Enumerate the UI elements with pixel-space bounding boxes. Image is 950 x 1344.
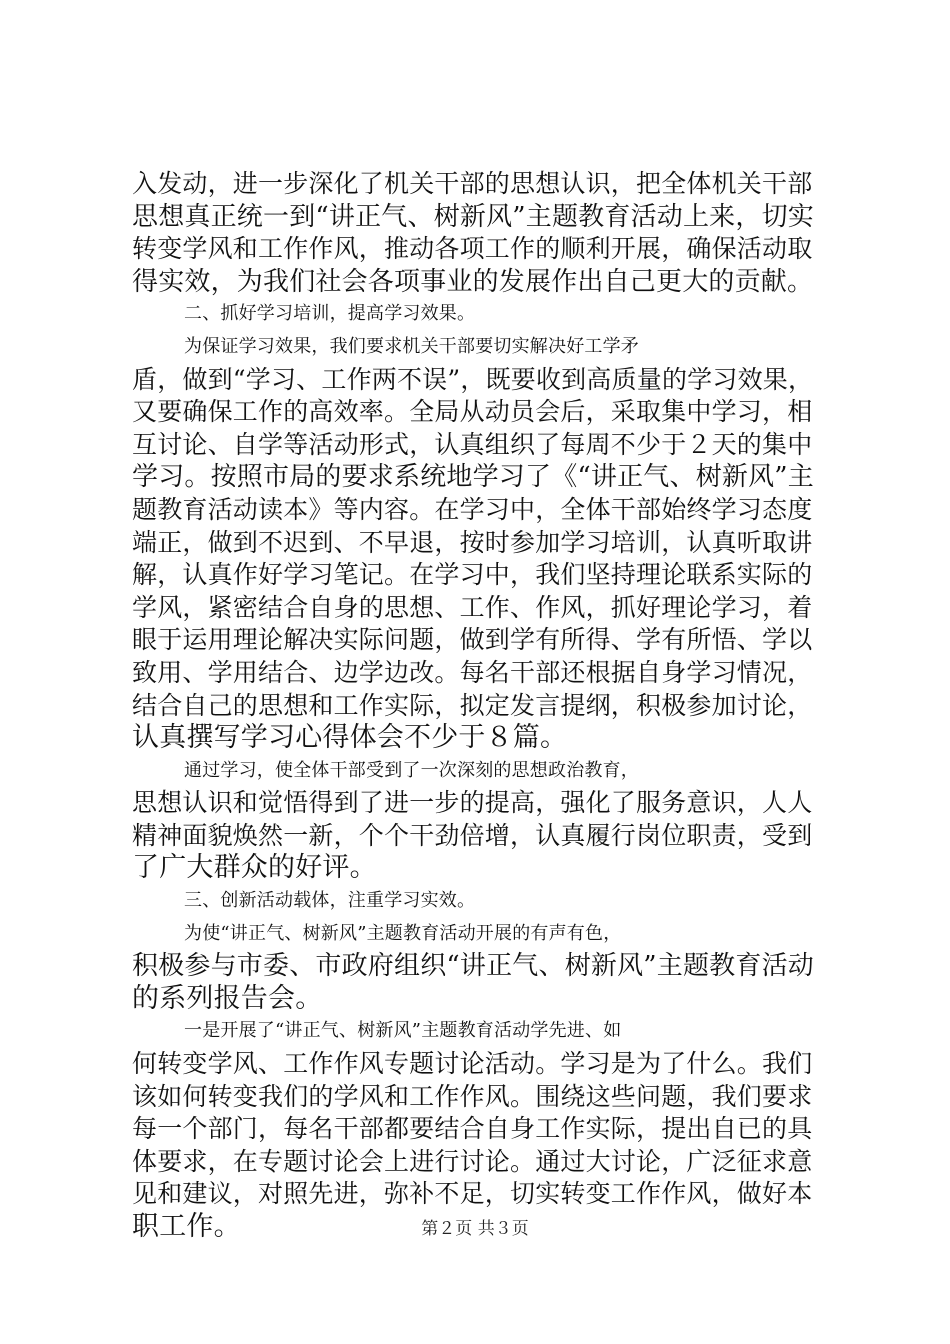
text-line: 体要求，在专题讨论会上进行讨论。通过大讨论，广泛征求意 [132, 1146, 813, 1176]
text-line: 解，认真作好学习笔记。在学习中，我们坚持理论联系实际的 [132, 560, 813, 590]
text-line: 题教育活动读本》等内容。在学习中，全体干部始终学习态度 [132, 494, 813, 524]
text-line: 每一个部门，每名干部都要结合自身工作实际，提出自已的具 [132, 1114, 813, 1144]
text-line: 通过学习，使全体干部受到了一次深刻的思想政治教育， [184, 759, 639, 781]
text-line: 一是开展了“讲正气、树新风”主题教育活动学先进、如 [184, 1020, 622, 1042]
text-line: 三、创新活动载体，注重学习实效。 [184, 890, 476, 912]
text-line: 职工作。 [132, 1211, 241, 1242]
text-line: 积极参与市委、市政府组织“讲正气、树新风”主题教育活动 [132, 951, 814, 982]
text-line: 为保证学习效果，我们要求机关干部要切实解决好工学矛 [184, 335, 639, 357]
text-line: 得实效，为我们社会各项事业的发展作出自己更大的贡献。 [132, 266, 814, 297]
text-line: 学习。按照市局的要求系统地学习了《“讲正气、树新风”主 [132, 462, 814, 493]
text-line: 盾，做到“学习、工作两不误”，既要收到高质量的学习效果， [132, 364, 814, 394]
text-line: 了广大群众的好评。 [132, 852, 377, 884]
text-line: 转变学风和工作作风，推动各项工作的顺利开展，确保活动取 [132, 234, 813, 264]
text-line: 二、抓好学习培训，提高学习效果。 [184, 303, 476, 325]
text-line: 端正，做到不迟到、不早退，按时参加学习培训，认真听取讲 [132, 527, 813, 557]
text-line: 为使“讲正气、树新风”主题教育活动开展的有声有色， [184, 922, 622, 944]
text-line: 何转变学风、工作作风专题讨论活动。学习是为了什么。我们 [132, 1049, 813, 1079]
page-footer: 第２页 共３页 [421, 1219, 529, 1239]
text-line: 结合自己的思想和工作实际，拟定发言提纲，积极参加讨论， [132, 690, 813, 720]
text-line: 致用、学用结合、边学边改。每名干部还根据自身学习情况， [132, 657, 813, 687]
text-line: 入发动，进一步深化了机关干部的思想认识，把全体机关干部 [132, 169, 813, 198]
text-line: 该如何转变我们的学风和工作作风。围绕这些问题，我们要求 [132, 1081, 813, 1111]
text-line: 思想认识和觉悟得到了进一步的提高，强化了服务意识，人人 [132, 788, 813, 818]
document-body [132, 168, 822, 1244]
text-line: 思想真正统一到“讲正气、树新风”主题教育活动上来，切实 [132, 201, 814, 232]
text-line: 眼于运用理论解决实际问题，做到学有所得、学有所悟、学以 [132, 625, 813, 655]
text-line: 见和建议，对照先进，弥补不足，切实转变工作作风，做好本 [132, 1179, 813, 1209]
text-line: 又要确保工作的高效率。全局从动员会后，采取集中学习，相 [132, 397, 813, 427]
text-line: 精神面貌焕然一新，个个干劲倍增，认真履行岗位职责，受到 [132, 820, 813, 850]
text-line: 的系列报告会。 [132, 982, 323, 1014]
text-line: 认真撰写学习心得体会不少于８篇。 [132, 722, 568, 754]
text-line: 学风，紧密结合自身的思想、工作、作风，抓好理论学习，着 [132, 592, 813, 622]
text-line: 互讨论、自学等活动形式，认真组织了每周不少于２天的集中 [132, 429, 813, 459]
